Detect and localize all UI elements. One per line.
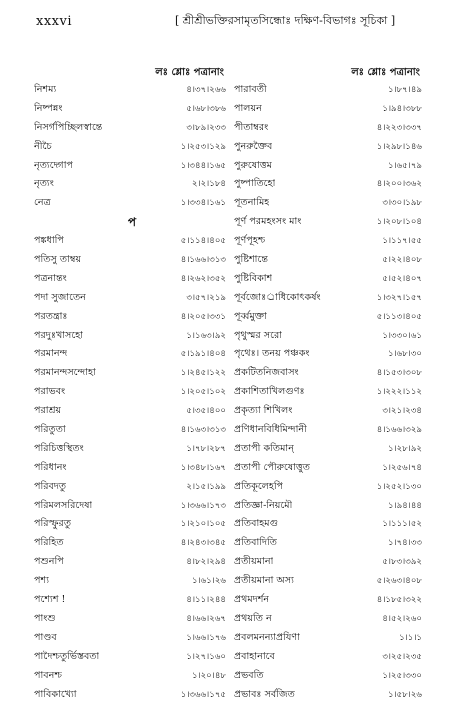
entry-word: পরদুঃখাসহো — [34, 329, 84, 341]
index-entry — [234, 440, 424, 459]
entry-word: পৃথুস্মর সরো — [234, 329, 282, 341]
entry-word: পরিবদতু — [34, 480, 67, 492]
entry-word: পারাবতী — [234, 84, 267, 95]
index-entry — [234, 289, 424, 308]
entry-reference: ১।১৬৩।৯২ — [186, 330, 226, 341]
entry-reference: ১।৩৩০।৬১ — [382, 330, 422, 341]
index-entry — [34, 308, 228, 327]
entry-reference: ১।৩২৭।১৫৭ — [376, 292, 422, 303]
index-entry — [234, 251, 424, 270]
entry-word: পীতাম্বরং — [234, 121, 269, 133]
index-entry — [34, 289, 228, 308]
entry-reference: ১।৩৬৬।১৭৫ — [180, 689, 226, 700]
entry-word: পূর্ণপূহশ্চ — [234, 235, 266, 247]
entry-reference: ১।২৫।৩৩০ — [382, 670, 422, 681]
entry-reference: ৪।৮২।২৯৪ — [186, 557, 226, 568]
entry-word: পরিমলসরিদেষা — [34, 499, 93, 511]
entry-word: নিষ্পন্নং — [34, 102, 63, 114]
entry-reference: ১।২৫৬।৭৪ — [382, 462, 422, 473]
entry-word: পূর্বজোঃ্রাধিকোৎকর্ষং — [234, 291, 321, 303]
index-entry — [234, 383, 424, 402]
entry-word: প্রতীয়মানা — [234, 556, 274, 568]
entry-word: পূর্ণ পরমহংসং মাং — [234, 216, 302, 228]
entry-reference: ১।২৮।৯২ — [387, 443, 422, 454]
index-entry — [34, 610, 228, 629]
right-index-column — [234, 64, 424, 704]
entry-reference: ২।১৫।১৯৯ — [186, 481, 226, 492]
entry-word: পরমানন্দ — [34, 348, 68, 360]
index-entry — [234, 478, 424, 497]
entry-word: নৃত্যদ্গোপ — [34, 159, 73, 171]
entry-reference: ৪।২২৩।৩৩৭ — [376, 122, 422, 133]
entry-word: প্রতিকূলেহপি — [234, 480, 284, 492]
entry-word: পূর্ব্বমুক্তা — [234, 310, 267, 322]
entry-reference: ১।২৪৫।১২২ — [180, 368, 226, 379]
entry-reference: ৪।১১।২৪৪ — [186, 595, 226, 606]
index-entry — [234, 553, 424, 572]
entry-reference: ১।২২২।১১২ — [376, 387, 422, 398]
entry-word: প্রথমদর্শন — [234, 594, 270, 606]
entry-word: পরিস্ফুরতু — [34, 518, 72, 530]
index-entry — [34, 251, 228, 270]
entry-reference: ৪।৫২।২৬০ — [382, 613, 422, 624]
entry-reference: ১।৬৮।৩০ — [387, 349, 422, 360]
entry-reference: ১।৬৬।১৭৬ — [186, 632, 226, 643]
entry-reference: ১।৯৪।৪৪ — [387, 500, 422, 511]
entry-word: পরতন্ত্রাঃ — [34, 310, 68, 322]
left-column-heading: লঃ শ্লোঃ পত্রানাং — [155, 67, 224, 78]
entry-word: নিসর্গপিচ্ছিলস্বান্তে — [34, 121, 103, 133]
entry-reference: ১।৩৪৪।১৬৫ — [180, 160, 226, 171]
entry-word: পশ্য — [34, 575, 49, 587]
entry-reference: ৫।৬৮।৩৮৬ — [186, 103, 226, 114]
index-entry — [234, 327, 424, 346]
index-entry — [234, 175, 424, 194]
left-index-column — [34, 64, 228, 704]
index-entry — [234, 497, 424, 516]
index-entry — [34, 421, 228, 440]
entry-reference: ১।২০৫।১০২ — [180, 387, 226, 398]
index-entry — [234, 686, 424, 705]
entry-reference: ১।২৫২।১৩০ — [376, 481, 422, 492]
index-entry — [234, 100, 424, 119]
entry-word: পালয়ন — [234, 102, 262, 114]
index-entry — [34, 459, 228, 478]
index-entry — [34, 345, 228, 364]
index-entry — [234, 534, 424, 553]
entry-word: পরিহিত — [34, 537, 64, 549]
index-entry — [34, 364, 228, 383]
entry-reference: ৫।৫২।৪০৭ — [382, 273, 422, 284]
index-entry — [234, 610, 424, 629]
entry-reference: ১।৮৭।৪৯ — [387, 85, 422, 95]
index-entry — [234, 213, 424, 232]
right-column-heading: লঃ শ্লোঃ পত্রানাং — [351, 67, 420, 78]
entry-reference: ১।১।১ — [399, 632, 422, 643]
entry-word: প্রবলমনন্যাপ্রযিণা — [234, 631, 301, 643]
index-entry — [234, 81, 424, 100]
entry-reference: ১।২১০।১০৫ — [180, 519, 226, 530]
index-entry — [234, 157, 424, 176]
entry-reference: ৪।২০০।৩৬২ — [376, 179, 422, 190]
entry-reference: ১।১১৭।৫৫ — [382, 236, 422, 247]
entry-word: প্রতাপী কতিমান্ — [234, 442, 294, 454]
entry-word: প্রণিধানবিধিমিন্দানী — [234, 424, 307, 436]
index-entry — [34, 648, 228, 667]
index-entry — [34, 402, 228, 421]
entry-word: পুরুষোত্তম — [234, 159, 272, 171]
entry-reference: ৪।২৬২।৩৫২ — [180, 273, 226, 284]
index-entry — [34, 157, 228, 176]
index-entry — [34, 194, 228, 213]
index-entry — [234, 629, 424, 648]
entry-word: পরাভবং — [34, 386, 66, 398]
index-entry — [34, 270, 228, 289]
entry-word: প্রতিবাদিতি — [234, 537, 277, 549]
index-entry — [234, 138, 424, 157]
entry-word: পরমানন্দসন্দোহা — [34, 367, 96, 379]
entry-word: প্রভবতি — [234, 669, 264, 681]
index-entry — [234, 667, 424, 686]
entry-reference: ১।২৭।১৬০ — [186, 651, 226, 662]
index-entry — [34, 629, 228, 648]
index-entry — [34, 497, 228, 516]
entry-word: পুষ্টিশান্তে — [234, 254, 268, 266]
entry-word: প্রথয়তি ন — [234, 612, 272, 624]
index-entry — [234, 232, 424, 251]
entry-reference: ১।৭৪।৩৩ — [387, 538, 422, 549]
entry-reference: ৩।৮৯।২৩৩ — [186, 122, 226, 133]
index-entry — [34, 440, 228, 459]
entry-word: পরাশ্রয় — [34, 405, 62, 417]
entry-reference: ৪।২৪৩।৩৪৫ — [180, 538, 226, 549]
entry-reference: ৪।১৬৩।৩১৩ — [180, 425, 226, 436]
entry-reference: ৩।৩০।১৯৮ — [382, 198, 422, 209]
index-entry — [34, 383, 228, 402]
entry-reference: ১।২০৮।১০৪ — [376, 217, 422, 228]
index-entry — [234, 364, 424, 383]
index-entry — [34, 478, 228, 497]
entry-word: প্রভাবঃ সর্বজিত — [234, 688, 295, 700]
entry-word: পরিতুতা — [34, 424, 66, 436]
entry-reference: ১।৩৬৬।১৭৩ — [180, 500, 226, 511]
index-entry — [234, 308, 424, 327]
entry-reference: ১।২০।৪৮ — [191, 670, 226, 681]
entry-reference: ৪।৩৭।২৬৬ — [186, 85, 226, 95]
entry-word: পতিসু তাম্বয় — [34, 254, 82, 266]
entry-reference: ৪।১৬৬।৩২৯ — [376, 425, 422, 436]
index-entry — [34, 553, 228, 572]
entry-word: প্রতিবাহমগু — [234, 518, 279, 530]
entry-word: পরিধানং — [34, 461, 67, 473]
index-entry — [34, 81, 228, 100]
index-entry — [234, 648, 424, 667]
index-entry — [34, 534, 228, 553]
index-entry — [34, 686, 228, 705]
entry-word: পশুনপি — [34, 556, 64, 568]
entry-word: প্রতীয়মানা অস্য — [234, 575, 294, 587]
index-entry — [234, 194, 424, 213]
page-title: [ শ্রীশ্রীভক্তিরসামৃতসিন্ধোঃ দক্ষিণ-বিভাগঃ সূচিকা ] — [175, 14, 396, 27]
entry-reference: ৫।৩৫।৪০০ — [186, 406, 226, 417]
entry-word: পাবিকাখ্যো — [34, 688, 77, 700]
entry-word: পুনরুক্তৈব — [234, 140, 273, 152]
entry-reference: ১।১১১।৫২ — [382, 519, 422, 530]
entry-reference: ১।৩৩৪।১৬১ — [180, 198, 226, 209]
index-entry — [234, 119, 424, 138]
entry-reference: ৩।২৫।২৩৫ — [382, 651, 422, 662]
index-entry — [34, 138, 228, 157]
entry-word: প্রতিজ্ঞা-নিয়মৌ — [234, 499, 293, 511]
left-entries-group-2 — [34, 232, 228, 704]
entry-word: পাবনশ্চ — [34, 669, 62, 681]
entry-reference: ৩।৫৭।২১৯ — [186, 292, 226, 303]
entry-reference: ৫।১১৪।৪০৫ — [180, 236, 226, 247]
entry-word: পত্রনান্তং — [34, 272, 67, 284]
entry-word: পূতনামিহ — [234, 197, 270, 209]
entry-reference: ৩।২১।২৩৪ — [382, 406, 422, 417]
entry-word: নৃত্যং — [34, 178, 54, 190]
index-entry — [234, 459, 424, 478]
entry-word: নিশম্য — [34, 84, 57, 95]
entry-reference: ১।৯৪।৩৮৮ — [382, 103, 422, 114]
index-entry — [34, 515, 228, 534]
section-letter: প — [127, 215, 136, 230]
entry-reference: ১।২৯৮।১৪৬ — [376, 141, 422, 152]
index-entry — [234, 270, 424, 289]
entry-reference: ১।৩৪৮।১৬৭ — [180, 462, 226, 473]
entry-reference: ৫।১১৩।৪০৫ — [376, 311, 422, 322]
index-entry — [34, 100, 228, 119]
index-entry — [34, 175, 228, 194]
entry-word: প্রতাপী পৌরুষোত্তুত — [234, 461, 310, 473]
entry-reference: ২।২।১৮৪ — [191, 179, 226, 190]
entry-word: নেত্র — [34, 197, 51, 209]
entry-reference: ৫।২২।৪০৮ — [382, 255, 422, 266]
page-number: xxxvi — [36, 14, 72, 29]
entry-word: পরিচিত্তস্থিতং — [34, 442, 84, 454]
right-entries — [234, 81, 424, 704]
entry-reference: ৪।২০৫।৩৩১ — [180, 311, 226, 322]
entry-reference: ১।৬৫।৭৯ — [387, 160, 422, 171]
entry-word: পৃথেঃ। তনয় পঞ্চকং — [234, 348, 310, 360]
index-entry — [234, 421, 424, 440]
index-entry — [34, 667, 228, 686]
entry-word: পাংশু — [34, 612, 56, 624]
entry-word: প্রকাশিতাখিলগুণঃ — [234, 386, 305, 398]
index-entry — [34, 572, 228, 591]
index-entry — [34, 232, 228, 251]
left-entries-group-1 — [34, 81, 228, 213]
entry-word: প্রকটিতনিজবাসং — [234, 367, 299, 379]
entry-reference: ৪।৬৬।২৬৭ — [186, 613, 226, 624]
entry-reference: ৫।২৬৩।৪০৮ — [376, 576, 422, 587]
entry-reference: ১।৬১।২৬ — [191, 576, 226, 587]
index-entry — [234, 515, 424, 534]
entry-reference: ১।৭৮।২৮৭ — [186, 443, 226, 454]
entry-word: পাদৈশ্চতুর্ভিস্তবতা — [34, 650, 100, 662]
entry-reference: ১।৫৮।২৬ — [387, 689, 422, 700]
entry-word: নীচৈ — [34, 140, 52, 152]
entry-word: পাণ্ডব — [34, 631, 57, 643]
entry-word: পুষ্টিবিকাশ — [234, 272, 273, 284]
entry-word: প্রকৃত্যা শিখিলং — [234, 405, 293, 417]
index-entry — [234, 345, 424, 364]
index-entry — [34, 591, 228, 610]
index-entry — [34, 119, 228, 138]
entry-reference: ৪।১৮৫।৩২২ — [376, 595, 422, 606]
entry-reference: ৪।১৬৬।৩১৩ — [180, 255, 226, 266]
entry-word: পঙ্কধাপি — [34, 235, 64, 247]
index-entry — [34, 327, 228, 346]
index-entry — [234, 572, 424, 591]
entry-word: প্রবাহানাবে — [234, 650, 275, 662]
index-entry — [234, 402, 424, 421]
entry-word: পুষ্পাতিহো — [234, 178, 276, 190]
index-entry — [234, 591, 424, 610]
entry-reference: ১।২৫৩।১২৯ — [180, 141, 226, 152]
entry-reference: ৪।১৫৩।৩০৮ — [376, 368, 422, 379]
entry-word: পদা সুজাতেন — [34, 291, 86, 303]
entry-word: পশ্যেশ ! — [34, 594, 66, 606]
page-header — [0, 0, 453, 40]
entry-reference: ৫।১৯১।৪০৪ — [180, 349, 226, 360]
entry-reference: ৫।৮৩।৩৯২ — [382, 557, 422, 568]
